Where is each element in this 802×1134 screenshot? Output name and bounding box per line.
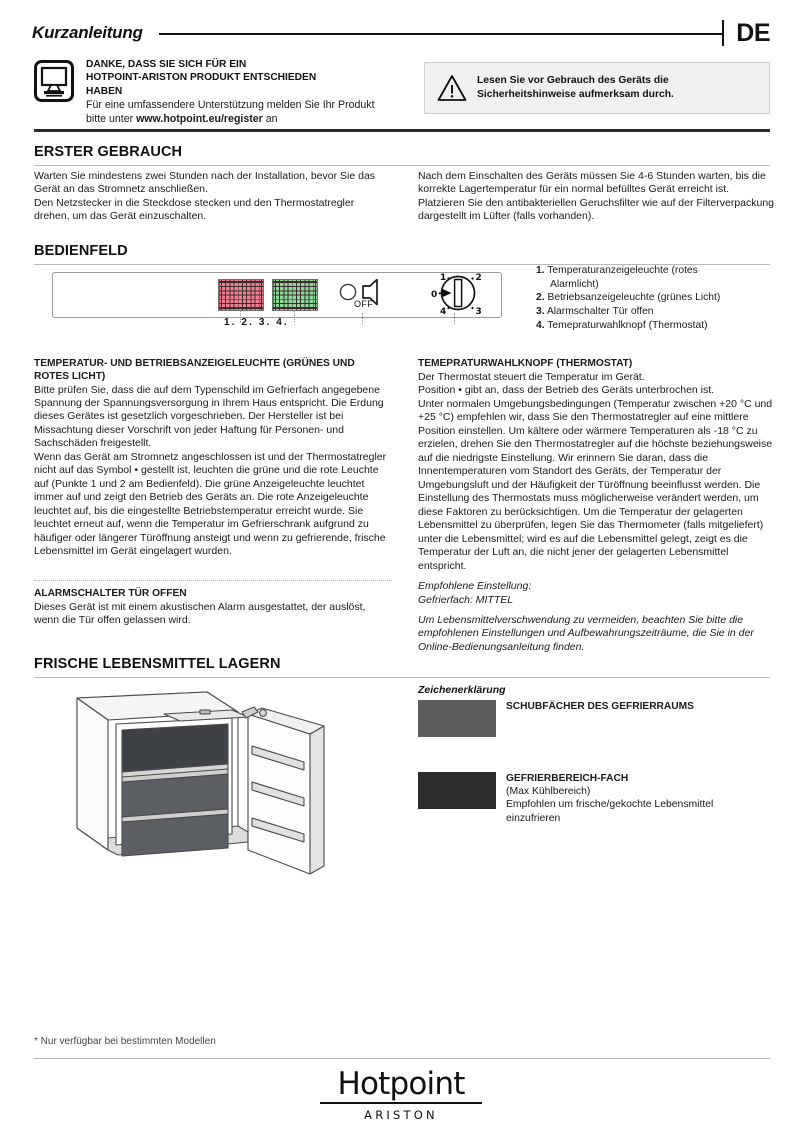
heading-door-open-alarm: ALARMSCHALTER TÜR OFFEN (34, 588, 187, 599)
brand-subname: ARISTON (364, 1108, 438, 1123)
language-code: DE (736, 18, 770, 47)
leader-line-2 (294, 310, 295, 322)
panel-legend-item-3 (536, 305, 786, 319)
legend-line2-freezer-zone: Empfohlen um frische/gekochte Lebensmittel (506, 799, 714, 811)
thank-you-text (86, 58, 394, 126)
legend-item-freezer-zone (418, 772, 770, 825)
heading-thermostat: TEMEPRATURWAHLKNOPF (THERMOSTAT) (418, 358, 633, 369)
legend-heading: Zeichenerklärung (418, 684, 506, 696)
safety-warning-box (424, 62, 770, 114)
safety-warning-text: Lesen Sie vor Gebrauch des Geräts die Sicherheitshinweise aufmerksam durch. (477, 75, 674, 100)
temperature-selector-dial[interactable] (418, 269, 490, 317)
header-end-tick (722, 20, 725, 46)
svg-text:2: 2 (475, 273, 482, 283)
thanks-title-line1: DANKE, DASS SIE SICH FÜR EIN (86, 59, 247, 70)
svg-text:3: 3 (475, 307, 482, 317)
footnote: * Nur verfügbar bei bestimmten Modellen (34, 1036, 216, 1047)
thank-you-block (34, 58, 394, 126)
panel-legend-label-2: Betriebsanzeigeleuchte (grünes Licht) (547, 292, 721, 304)
legend-text-freezer-drawers (506, 700, 694, 737)
section-heading-fresh-food-storage: FRISCHE LEBENSMITTEL LAGERN (34, 656, 281, 672)
control-panel-callout-numbers: 1. 2. 3. 4. (224, 317, 289, 328)
thanks-body-before: Für eine umfassendere Unterstützung melden Sie Ihr Produkt bitte unter (86, 98, 375, 125)
brand-name: Hotpoint (337, 1066, 465, 1102)
right-body-column (418, 358, 774, 654)
leader-line-4 (454, 313, 455, 325)
led-grid-red (219, 280, 263, 310)
temp-operation-lights-p2: Wenn das Gerät am Stromnetz angeschlossen ist und der Thermostatregler nicht auf das Symbol • gestellt ist, leuchten die grüne und die rote Leuchte auf (Punkte 1 und 2 am Bedienfeld). Die grüne Anzeigeleuchte leuchtet immer auf und zeigt den Betrieb des Geräts an. Die rote Anzeigeleuchte leuchtet auf, bis die eingestellte Betriebstemperatur erreicht wurde. Sie leuchtet erneut auf, wenn die Temperatur im Gefrierschrank aufgrund zu häufiger oder längerer Türöffnung ansteigt und wenn zu gefrierende, frische Lebensmittel im Gerät eingelagert wurden. (34, 450, 387, 558)
panel-legend-item-4 (536, 319, 786, 333)
food-waste-note: Um Lebensmittelverschwendung zu vermeiden, beachten Sie bitte die empfohlenen Einstellungen und Aufbewahrungszeiträume, die Sie in der Online-Bedienungsanleitung finden. (418, 613, 754, 653)
legend-text-freezer-zone (506, 772, 713, 825)
svg-text:0: 0 (431, 290, 438, 300)
thanks-body (86, 99, 394, 127)
register-url[interactable]: www.hotpoint.eu/register (136, 112, 263, 125)
recommended-setting-line2: Gefrierfach: MITTEL (418, 593, 514, 606)
panel-legend-num-4: 4. (536, 319, 545, 331)
section-rule-fresh-food-storage (34, 677, 770, 678)
thanks-title-line2: HOTPOINT-ARISTON PRODUKT ENTSCHIEDEN (86, 72, 317, 84)
legend-title-freezer-zone: GEFRIERBEREICH-FACH (506, 773, 629, 784)
first-use-right-p1: Nach dem Einschalten des Geräts müssen Sie 4-6 Stunden warten, bis die korrekte Lagertemperatur für ein normal befülltes Gerät erreicht ist. Platzieren Sie den antibakteriellen Geruchsfilter wie auf der Filterverpackung dargestellt im Lüfter (falls vorhanden). (418, 170, 775, 223)
spacer-2 (418, 607, 774, 614)
legend-swatch-freezer-drawers (418, 700, 496, 737)
panel-legend-label-4: Temepraturwahlknopf (Thermostat) (547, 319, 708, 331)
first-use-left-column (34, 170, 392, 224)
led-grid-green (273, 280, 317, 310)
heading-temp-operation-lights: TEMPERATUR- UND BETRIEBSANZEIGELEUCHTE (GRÜNES UND ROTES LICHT) (34, 358, 355, 382)
legend-line1-freezer-zone: (Max Kühlbereich) (506, 786, 591, 798)
svg-text:4: 4 (440, 307, 447, 317)
panel-legend-item-2 (536, 291, 786, 305)
temp-operation-lights-p1: Bitte prüfen Sie, dass die auf dem Typenschild im Gefrierfach angegebene Spannung der Spannungsversorgung in Ihrem Haus entspricht. Die Erdung dieses Gerätes ist gesetzlich vorgeschrieben. Der Hersteller ist bei Missachtung dieser Vorschrift von jeder Haftung für Personen- und Sachschäden freigestellt. (34, 383, 384, 450)
brand-logo (0, 1068, 802, 1122)
warning-triangle-icon (437, 74, 467, 102)
panel-legend-item-1 (536, 264, 786, 291)
panel-legend-num-3: 3. (536, 306, 545, 318)
leader-line-3 (362, 313, 363, 325)
section-rule-first-use (34, 165, 770, 166)
spacer (418, 573, 774, 580)
thanks-body-after: an (262, 112, 278, 125)
legend-swatch-freezer-zone (418, 772, 496, 809)
recommended-setting-line1: Empfohlene Einstellung: (418, 580, 532, 593)
header-divider-line (159, 33, 722, 36)
off-label: OFF (354, 299, 374, 309)
left-body-column-2 (34, 588, 392, 628)
door-open-alarm-p1: Dieses Gerät ist mit einem akustischen Alarm ausgestattet, der auslöst, wenn die Tür offen gelassen wird. (34, 600, 366, 627)
page-header (32, 18, 770, 48)
thermostat-p2: Position • gibt an, dass der Betrieb des Geräts unterbrochen ist. (418, 384, 715, 397)
monitor-icon (34, 60, 74, 102)
page-title: Kurzanleitung (32, 23, 143, 42)
thermostat-p1: Der Thermostat steuert die Temperatur im Gerät. (418, 370, 645, 383)
legend-item-freezer-drawers (418, 700, 770, 737)
panel-legend-num-1: 1. (536, 265, 545, 276)
panel-legend-label-1: Temperaturanzeigeleuchte (rotes (547, 265, 698, 276)
temperature-indicator-light-red[interactable] (218, 279, 264, 311)
legend-title-freezer-drawers: SCHUBFÄCHER DES GEFRIERRAUMS (506, 701, 694, 712)
first-use-left-p2: Den Netzstecker in die Steckdose stecken und den Thermostatregler drehen, um das Gerät einzuschalten. (34, 196, 355, 223)
footer-rule (34, 1058, 770, 1059)
panel-legend-label-1b: Alarmlicht) (550, 278, 599, 290)
legend-line3-freezer-zone: einzufrieren (506, 812, 561, 824)
panel-legend-label-3: Alarmschalter Tür offen (546, 306, 654, 318)
operation-indicator-light-green[interactable] (272, 279, 318, 311)
thermostat-p3: Unter normalen Umgebungsbedingungen (Temperatur zwischen +20 °C und +25 °C) empfehlen wir, dass Sie den Thermostatregler auf eine mittlere Position einstellen. Um kältere oder wärmere Temperaturen als -18 °C zu erzielen, drehen Sie den Thermostatregler auf die höchste beziehungsweise auf die niedrigste Einstellung. Wir erinnern Sie daran, dass die Innentemperaturen vom Standort des Geräts, der Temperatur der Umgebungsluft und der Häufigkeit der Türöffnung beeinflusst werden. Die Einstellung des Thermostats muss möglicherweise verändert werden, um diese Faktoren zu berücksichtigen. Um die Temperatur der gelagerten Lebensmittel zu überprüfen, legen Sie das Thermometer (falls mitgeliefert) unter die Lebensmittel; wird es auf die Lebensmittel gelegt, zeigt es die Temperatur der Luft an, die nicht jener der gelagerten Lebensmittel entspricht. (418, 397, 773, 572)
svg-text:1: 1 (440, 273, 447, 283)
freezer-illustration (52, 690, 382, 885)
left-body-column (34, 358, 392, 559)
panel-legend-num-2: 2. (536, 292, 545, 304)
first-use-left-p1: Warten Sie mindestens zwei Stunden nach der Installation, bevor Sie das Gerät an das Stromnetz anschließen. (34, 170, 376, 196)
thanks-title-line3: HABEN (86, 85, 123, 97)
control-panel-legend (536, 264, 786, 332)
section-heading-control-panel: BEDIENFELD (34, 243, 128, 259)
left-column-divider (34, 580, 392, 581)
header-bottom-rule (34, 129, 770, 132)
section-heading-first-use: ERSTER GEBRAUCH (34, 144, 183, 160)
first-use-right-column (418, 170, 774, 224)
